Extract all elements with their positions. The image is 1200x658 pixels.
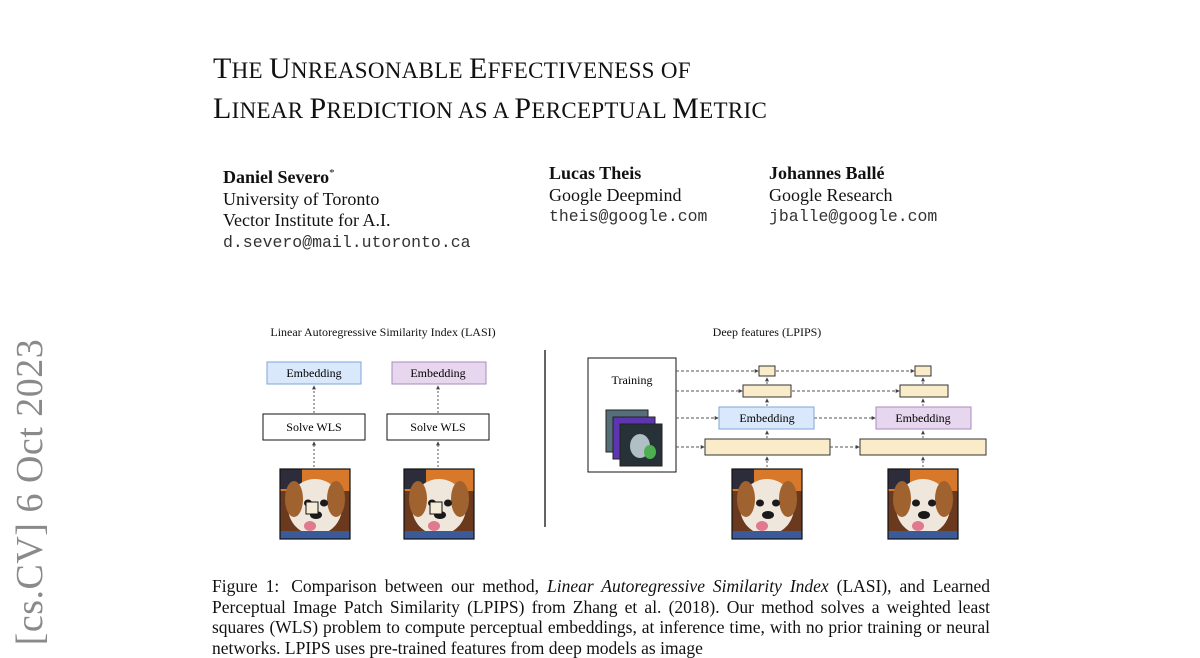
lpips-figure-title: Deep features (LPIPS) bbox=[712, 325, 822, 339]
author-name: Johannes Ballé bbox=[769, 163, 885, 183]
feature-layer bbox=[743, 385, 791, 397]
feature-layer bbox=[915, 366, 931, 376]
author-name: Lucas Theis bbox=[549, 163, 642, 183]
title-line-1: THE UNREASONABLE EFFECTIVENESS OF bbox=[213, 52, 691, 85]
embedding-label: Embedding bbox=[895, 411, 951, 425]
dog-image bbox=[732, 469, 802, 539]
figure-1 bbox=[230, 315, 1000, 547]
author-affiliation: University of Toronto bbox=[223, 188, 380, 209]
lasi-pipeline-distorted bbox=[387, 362, 489, 539]
feature-layer bbox=[759, 366, 775, 376]
training-label: Training bbox=[611, 373, 653, 387]
patch-highlight bbox=[430, 502, 442, 514]
feature-layer bbox=[705, 439, 830, 455]
embedding-label: Embedding bbox=[739, 411, 795, 425]
author-footnote-mark: * bbox=[329, 167, 335, 179]
lpips-pipeline bbox=[588, 358, 986, 539]
feature-layer bbox=[860, 439, 986, 455]
author-affiliation: Google Research bbox=[769, 184, 893, 205]
author-email[interactable]: d.severo@mail.utoronto.ca bbox=[223, 232, 471, 252]
solve-wls-label: Solve WLS bbox=[286, 420, 342, 434]
lasi-pipeline-reference bbox=[263, 362, 365, 539]
author-block bbox=[223, 163, 471, 253]
figure-label: Figure 1: bbox=[212, 576, 280, 596]
author-affiliation: Google Deepmind bbox=[549, 184, 682, 205]
author-name: Daniel Severo bbox=[223, 167, 330, 187]
author-email[interactable]: jballe@google.com bbox=[769, 207, 938, 226]
dog-image bbox=[888, 469, 958, 539]
author-block bbox=[549, 163, 707, 228]
figure-caption: Figure 1: Comparison between our method, Linear Autoregressive Similarity Index (LASI), and Learned Perceptual Image Patch Similarity (LPIPS) from Zhang et al. (2018). Our method solves a weighted least squares (WLS) problem to compute perceptual embeddings, at inference time, with no prior training or neural networks. LPIPS uses pre-trained features from deep models as image bbox=[212, 576, 990, 658]
patch-highlight bbox=[306, 502, 318, 514]
embedding-label: Embedding bbox=[410, 366, 466, 380]
paper-title bbox=[213, 50, 767, 130]
author-block bbox=[769, 163, 937, 228]
solve-wls-label: Solve WLS bbox=[410, 420, 466, 434]
author-affiliation: Vector Institute for A.I. bbox=[223, 210, 391, 230]
feature-layer bbox=[900, 385, 948, 397]
title-line-2: LINEAR PREDICTION AS A PERCEPTUAL METRIC bbox=[213, 92, 768, 125]
embedding-label: Embedding bbox=[286, 366, 342, 380]
lasi-figure-title: Linear Autoregressive Similarity Index (LASI) bbox=[270, 325, 496, 339]
author-email[interactable]: theis@google.com bbox=[549, 207, 708, 226]
arxiv-stamp: [cs.CV] 6 Oct 2023 bbox=[9, 338, 51, 646]
training-photos-icon bbox=[606, 410, 662, 466]
